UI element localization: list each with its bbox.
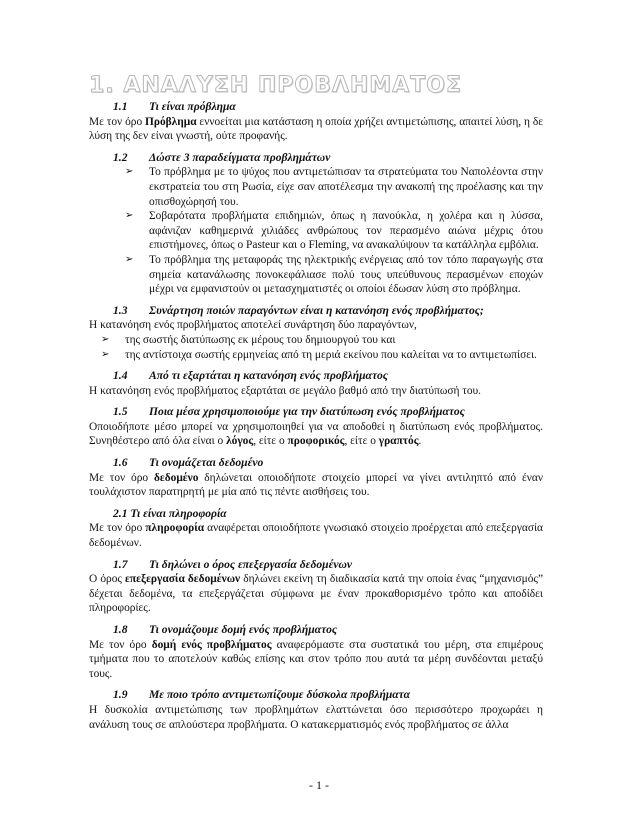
section-number: 1.8 [113, 623, 128, 636]
text-run: Με τον όρο [89, 638, 152, 651]
list-item-text: της αντίστοιχα σωστής ερμηνείας από τη μεριά εκείνου που καλείται να το αντιμετωπίσει. [125, 348, 537, 361]
term-bold: πληροφορία [145, 522, 205, 535]
term-bold: επεξεργασία δεδομένων [125, 573, 241, 586]
section-number: 1.1 [113, 100, 128, 113]
section-heading [89, 688, 543, 703]
list-item-text: Σοβαρότατα προβλήματα επιδημιών, όπως η πανούκλα, η χολέρα και η λύσσα, αφάνιζαν καθημερινά χιλιάδες ανθρώπους τον περασμένο αιώνα μέχρις ότου επιστήμονες, όπως ο Pasteur και ο Fleming, να ανακαλύψουν τα κατάλληλα εμβόλια. [149, 210, 543, 252]
arrow-bullet-icon: ➢ [125, 210, 134, 222]
paragraph [89, 471, 543, 500]
section-number: 1.9 [113, 688, 128, 702]
paragraph [89, 115, 543, 144]
section-1-4 [89, 369, 543, 398]
document-body [89, 100, 543, 739]
arrow-bullet-icon: ➢ [101, 333, 110, 345]
section-number: 1.6 [113, 456, 128, 470]
list-item-text: Το πρόβλημα με το ψύχος που αντιμετώπισαν τα στρατεύματα του Ναπολέοντα στην εκστρατεία του στη Ρωσία, είχε σαν αποτέλεσμα την ανακοπή της προέλασης και την οπισθοχώρησή του. [149, 166, 543, 208]
paragraph [89, 521, 543, 550]
text-run: , είτε ο [253, 435, 288, 448]
section-number: 1.2 [113, 150, 128, 164]
section-1-8 [89, 623, 543, 681]
section-title: Δώστε 3 παραδείγματα προβλημάτων [149, 150, 331, 164]
text-run: , είτε ο [344, 435, 379, 448]
section-title: Τι είναι πρόβλημα [149, 100, 236, 113]
list-item [97, 333, 543, 348]
section-title: Με ποιο τρόπο αντιμετωπίζουμε δύσκολα προβλήματα [149, 688, 411, 702]
section-1-7 [89, 558, 543, 616]
section-title: Τι δηλώνει ο όρος επεξεργασία δεδομένων [149, 557, 353, 571]
term-bold: δεδομένο [153, 471, 199, 484]
section-heading [89, 558, 543, 573]
section-number: 1.5 [113, 405, 128, 419]
text-run: Ο όρος [89, 573, 126, 586]
text-run: δηλώνει εκείνη τη διαδικασία κατά την οποία ένας “μηχανισμός” δέχεται δεδομένα, τα επεξεργάζεται σύμφωνα με έναν προκαθορισμένο τρόπο και αποδίδει πληροφορίες. [89, 573, 543, 615]
text-run: Με τον όρο [89, 115, 146, 128]
list-item [121, 165, 543, 209]
section-heading [89, 100, 543, 115]
paragraph: Η κατανόηση ενός προβλήματος εξαρτάται σε μεγάλο βαθμό από την διατύπωσή του. [89, 384, 482, 397]
chapter-title: 1. ΑΝΑΛΥΣΗ ΠΡΟΒΛΗΜΑΤΟΣ [89, 73, 462, 98]
section-number: 1.4 [113, 369, 128, 383]
section-title: Από τι εξαρτάται η κατανόηση ενός προβλήματος [149, 369, 388, 383]
arrow-bullet-icon: ➢ [125, 253, 134, 265]
page-number: - 1 - [309, 778, 329, 792]
section-number: 1.7 [113, 557, 128, 571]
text-run: . [418, 435, 422, 448]
section-title: Τι ονομάζουμε δομή ενός προβλήματος [149, 623, 338, 636]
arrow-bullet-icon: ➢ [125, 166, 134, 178]
term-bold: προφορικός [287, 435, 345, 448]
text-run: αναφερόμαστε στα συστατικά του μέρη, στα επιμέρους τμήματα που το αποτελούν καθώς επίσης και στον τρόπο που αυτά τα μέρη συνδέονται μεταξύ τους. [89, 638, 543, 680]
text-run: Με τον όρο [89, 522, 146, 535]
arrow-bullet-icon: ➢ [101, 348, 110, 360]
text-run: Οποιοδήποτε μέσο μπορεί να χρησιμοποιηθεί για να αποδοθεί η διατύπωση ενός προβλήματος. Συνηθέστερο από όλα είναι ο [89, 420, 543, 448]
paragraph [89, 638, 543, 682]
paragraph: Η κατανόηση ενός προβλήματος αποτελεί συνάρτηση δύο παραγόντων, [89, 319, 417, 332]
term-bold: Πρόβλημα [145, 115, 197, 128]
text-run: Με τον όρο [89, 471, 154, 484]
list-item [97, 348, 543, 363]
section-1-6 [89, 456, 543, 500]
list-item [121, 253, 543, 297]
section-title: Ποια μέσα χρησιμοποιούμε για την διατύπωση ενός προβλήματος [149, 405, 465, 419]
bullet-list [89, 165, 543, 296]
paragraph [89, 572, 543, 616]
section-1-5 [89, 405, 543, 449]
section-title: Τι ονομάζεται δεδομένο [149, 456, 264, 470]
section-2-1 [89, 507, 543, 551]
section-1-2 [89, 151, 543, 297]
section-heading [89, 304, 543, 319]
term-bold: δομή ενός προβλήματος [151, 638, 272, 651]
section-1-9 [89, 688, 543, 732]
paragraph [89, 420, 543, 449]
section-number: 2.1 [113, 506, 128, 520]
section-title: Συνάρτηση ποιών παραγόντων είναι η κατανόηση ενός προβλήματος; [149, 303, 484, 317]
section-heading [89, 405, 543, 420]
bullet-list [89, 333, 543, 362]
section-1-1 [89, 100, 543, 144]
section-heading [89, 369, 543, 384]
text-run: αναφέρεται οποιοδήποτε γνωσιακό στοιχείο προέρχεται από επεξεργασία δεδομένων. [89, 522, 544, 550]
section-number: 1.3 [113, 303, 128, 317]
term-bold: γραπτός [378, 435, 419, 448]
list-item-text: της σωστής διατύπωσης εκ μέρους του δημιουργού του και [125, 333, 396, 346]
list-item-text: Το πρόβλημα της μεταφοράς της ηλεκτρικής ενέργειας από τον τόπο παραγωγής στα σημεία κατανάλωσης πονοκεφάλιασε πολύ τους υπεύθυνους περασμένων εποχών μέχρι να εμφανιστούν οι μετασχηματιστές οι οποίοι έδωσαν λύση στο πρόβλημα. [149, 253, 543, 296]
section-1-3 [89, 304, 543, 362]
list-item [121, 209, 543, 253]
text-run: δηλώνεται οποιοδήποτε στοιχείο μπορεί να γίνει αντιληπτό από έναν τουλάχιστον παρατηρητή με μία από τις πέντε αισθήσεις του. [89, 471, 543, 499]
text-run: εννοείται μια κατάσταση η οποία χρήζει αντιμετώπισης, απαιτεί λύση, η δε λύση της δεν είναι γνωστή, ούτε προφανής. [89, 115, 543, 143]
section-title: Τι είναι πληροφορία [130, 506, 227, 520]
section-heading [89, 456, 543, 471]
term-bold: λόγος [226, 435, 254, 448]
section-heading [89, 151, 543, 166]
section-heading [89, 507, 543, 522]
paragraph: Η δυσκολία αντιμετώπισης των προβλημάτων ελαττώνεται όσο περισσότερο προχωράει η ανάλυση τους σε απλούστερα προβλήματα. Ο κατακερματισμός ενός προβλήματος σε άλλα [89, 703, 543, 731]
section-heading [89, 623, 543, 638]
